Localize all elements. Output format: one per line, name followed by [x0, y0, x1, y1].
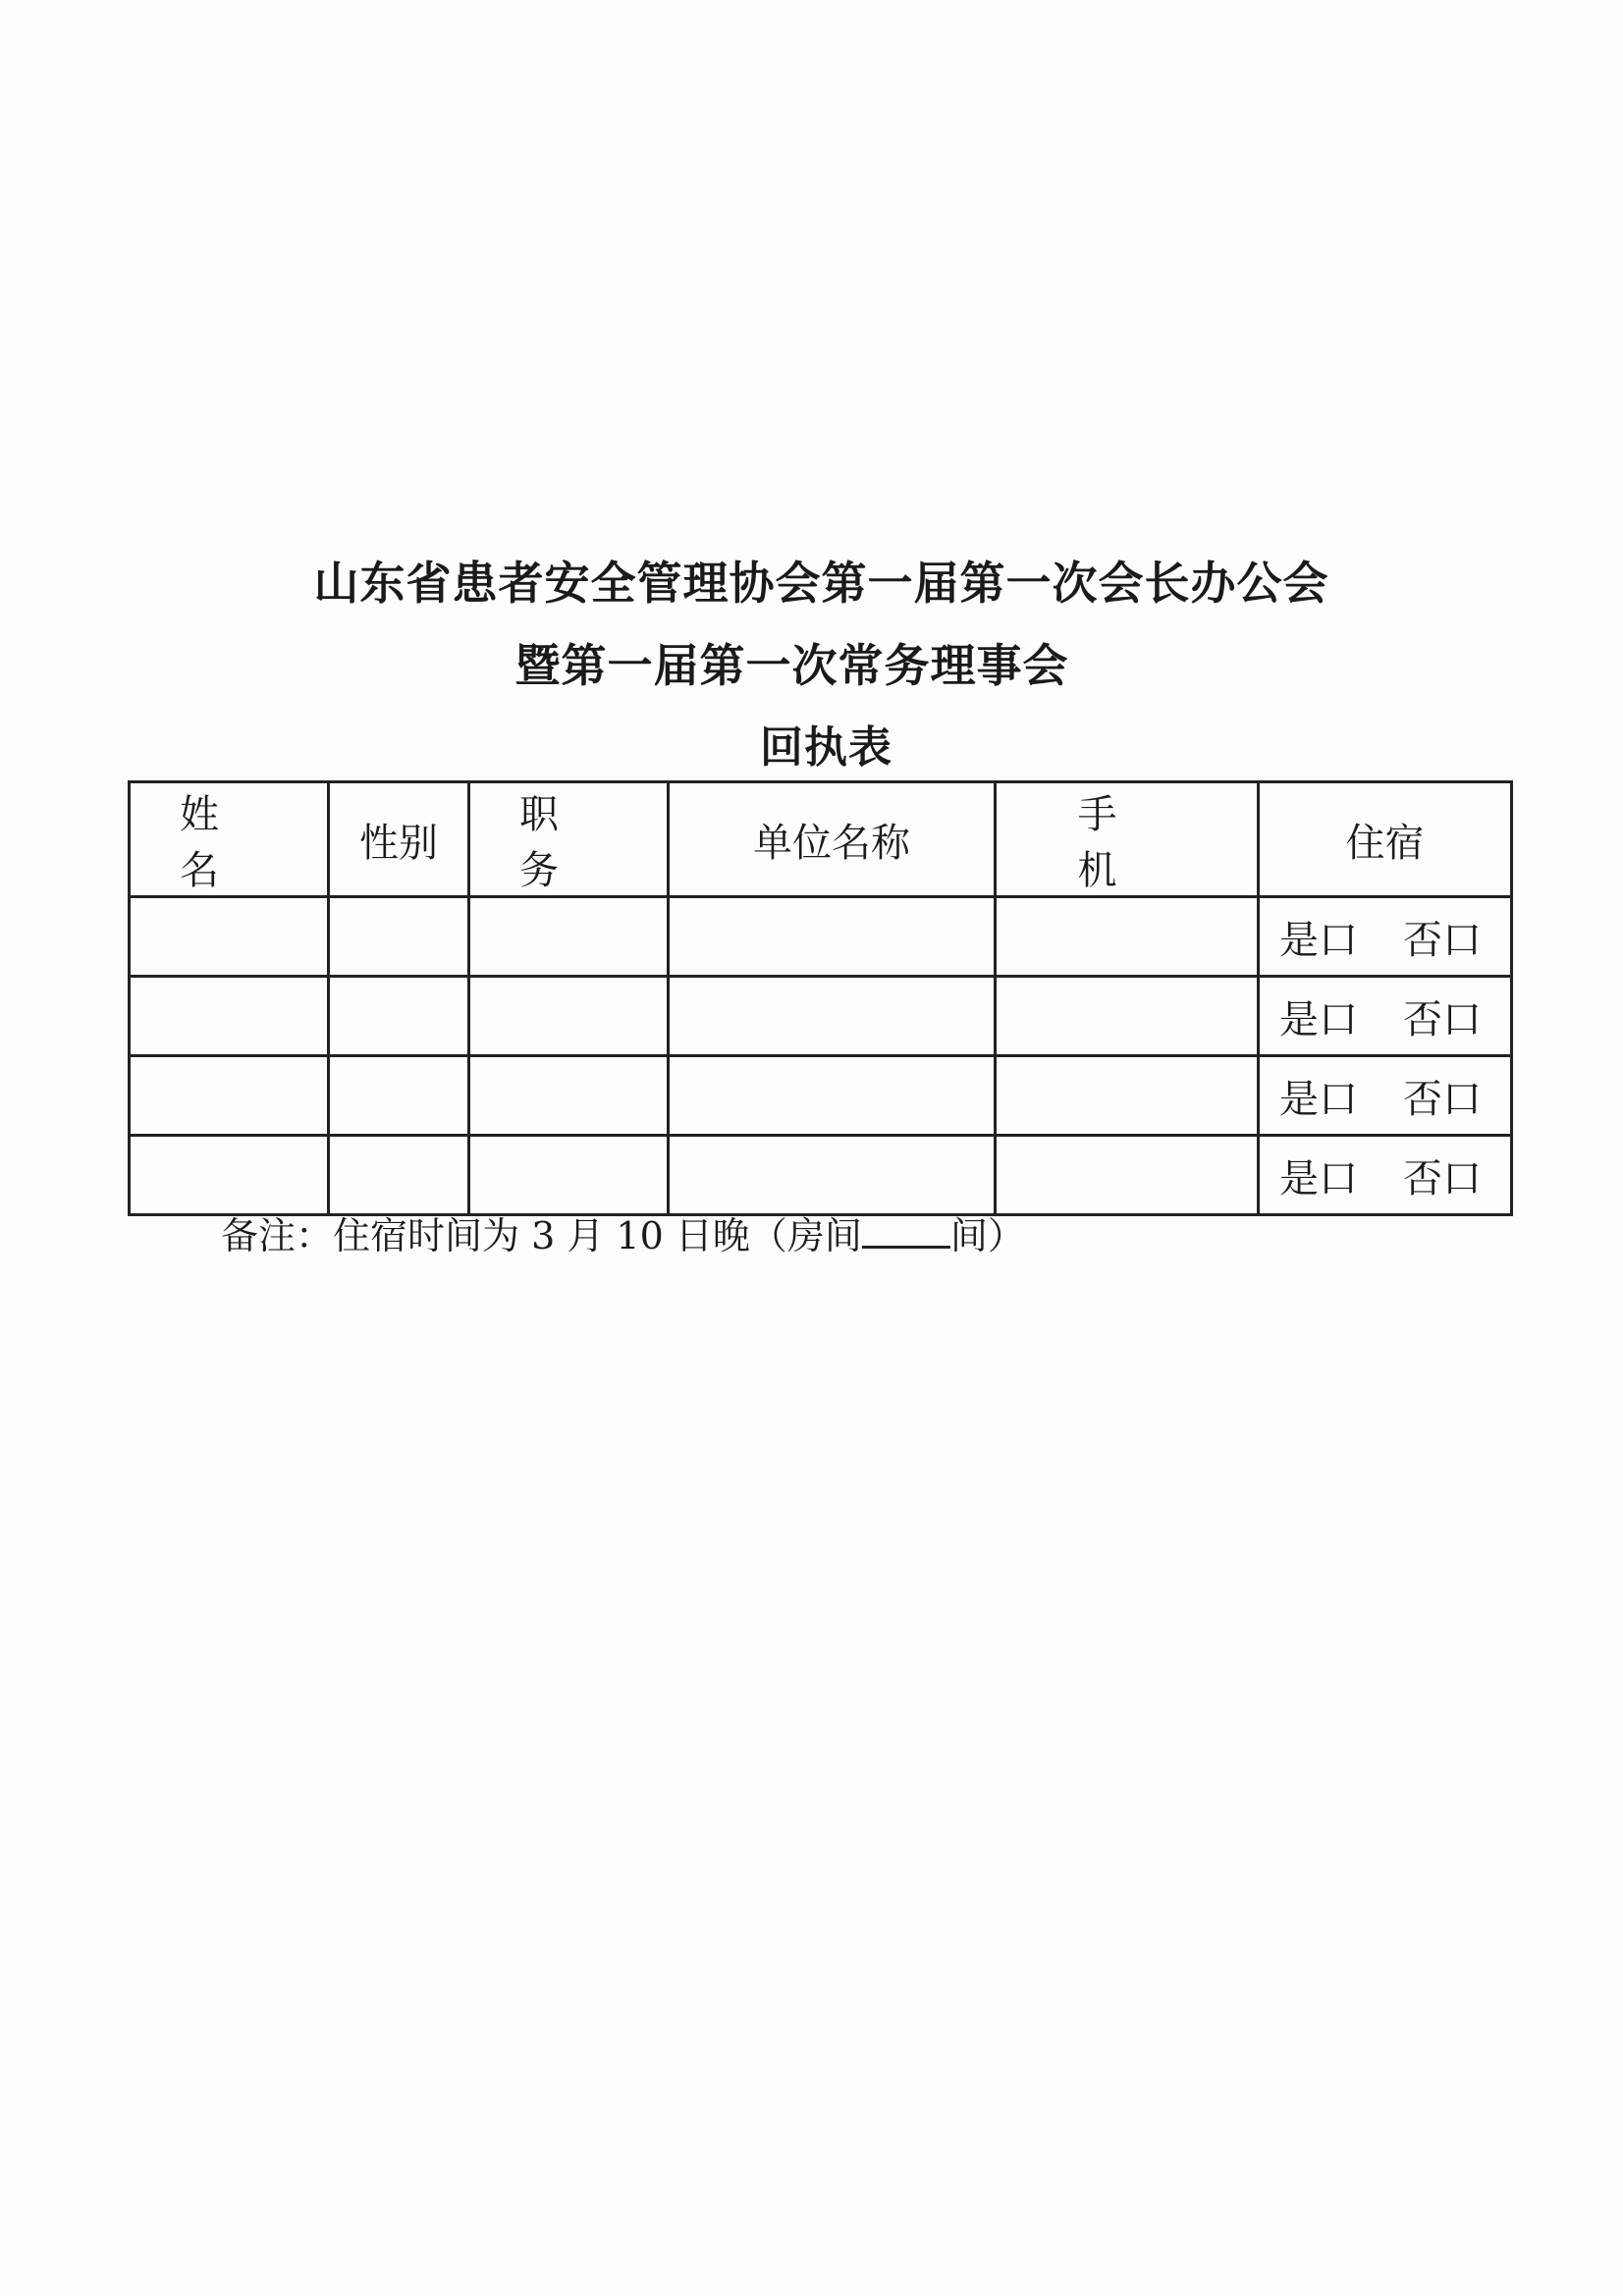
gender-cell[interactable]	[329, 1056, 469, 1136]
name-cell[interactable]	[130, 1056, 329, 1136]
name-cell[interactable]	[130, 1136, 329, 1215]
lodging-yes-checkbox[interactable]: 是口	[1279, 996, 1358, 1042]
position-cell[interactable]	[469, 1136, 669, 1215]
organization-cell[interactable]	[669, 1136, 996, 1215]
lodging-cell	[1259, 977, 1512, 1056]
lodging-no-checkbox[interactable]: 否口	[1403, 1155, 1482, 1201]
organization-cell[interactable]	[669, 1056, 996, 1136]
header-position: 职 务	[469, 782, 669, 897]
organization-cell[interactable]	[669, 977, 996, 1056]
mobile-cell[interactable]	[996, 1056, 1259, 1136]
table-row	[130, 977, 1512, 1056]
mobile-cell[interactable]	[996, 977, 1259, 1056]
position-cell[interactable]	[469, 977, 669, 1056]
room-count-blank[interactable]	[862, 1214, 950, 1249]
position-cell[interactable]	[469, 897, 669, 977]
name-cell[interactable]	[130, 977, 329, 1056]
header-name: 姓 名	[130, 782, 329, 897]
title-block	[0, 542, 1623, 789]
lodging-no-checkbox[interactable]: 否口	[1403, 996, 1482, 1042]
lodging-no-checkbox[interactable]: 否口	[1403, 917, 1482, 963]
remark-prefix: 备注：住宿时间为 3 月 10 日晚（房间	[221, 1214, 862, 1257]
lodging-yes-checkbox[interactable]: 是口	[1279, 1155, 1358, 1201]
gender-cell[interactable]	[329, 897, 469, 977]
title-line-3: 回执表	[760, 722, 893, 773]
mobile-cell[interactable]	[996, 1136, 1259, 1215]
mobile-cell[interactable]	[996, 897, 1259, 977]
table-row	[130, 1056, 1512, 1136]
lodging-yes-checkbox[interactable]: 是口	[1279, 917, 1358, 963]
table-row	[130, 1136, 1512, 1215]
header-organization: 单位名称	[669, 782, 996, 897]
lodging-cell	[1259, 897, 1512, 977]
header-mobile: 手 机	[996, 782, 1259, 897]
lodging-no-checkbox[interactable]: 否口	[1403, 1076, 1482, 1122]
remark-note	[221, 1205, 1025, 1259]
position-cell[interactable]	[469, 1056, 669, 1136]
gender-cell[interactable]	[329, 1136, 469, 1215]
remark-suffix: 间）	[949, 1214, 1025, 1257]
header-lodging: 住宿	[1259, 782, 1512, 897]
lodging-cell	[1259, 1056, 1512, 1136]
name-cell[interactable]	[130, 897, 329, 977]
table-row	[130, 897, 1512, 977]
table-header-row	[130, 782, 1512, 897]
title-line-2: 暨第一届第一次常务理事会	[514, 639, 1069, 692]
title-line-1: 山东省患者安全管理协会第一届第一次会长办公会	[313, 557, 1329, 610]
lodging-cell	[1259, 1136, 1512, 1215]
reply-form-table	[128, 780, 1513, 1216]
lodging-yes-checkbox[interactable]: 是口	[1279, 1076, 1358, 1122]
organization-cell[interactable]	[669, 897, 996, 977]
gender-cell[interactable]	[329, 977, 469, 1056]
header-gender: 性别	[329, 782, 469, 897]
